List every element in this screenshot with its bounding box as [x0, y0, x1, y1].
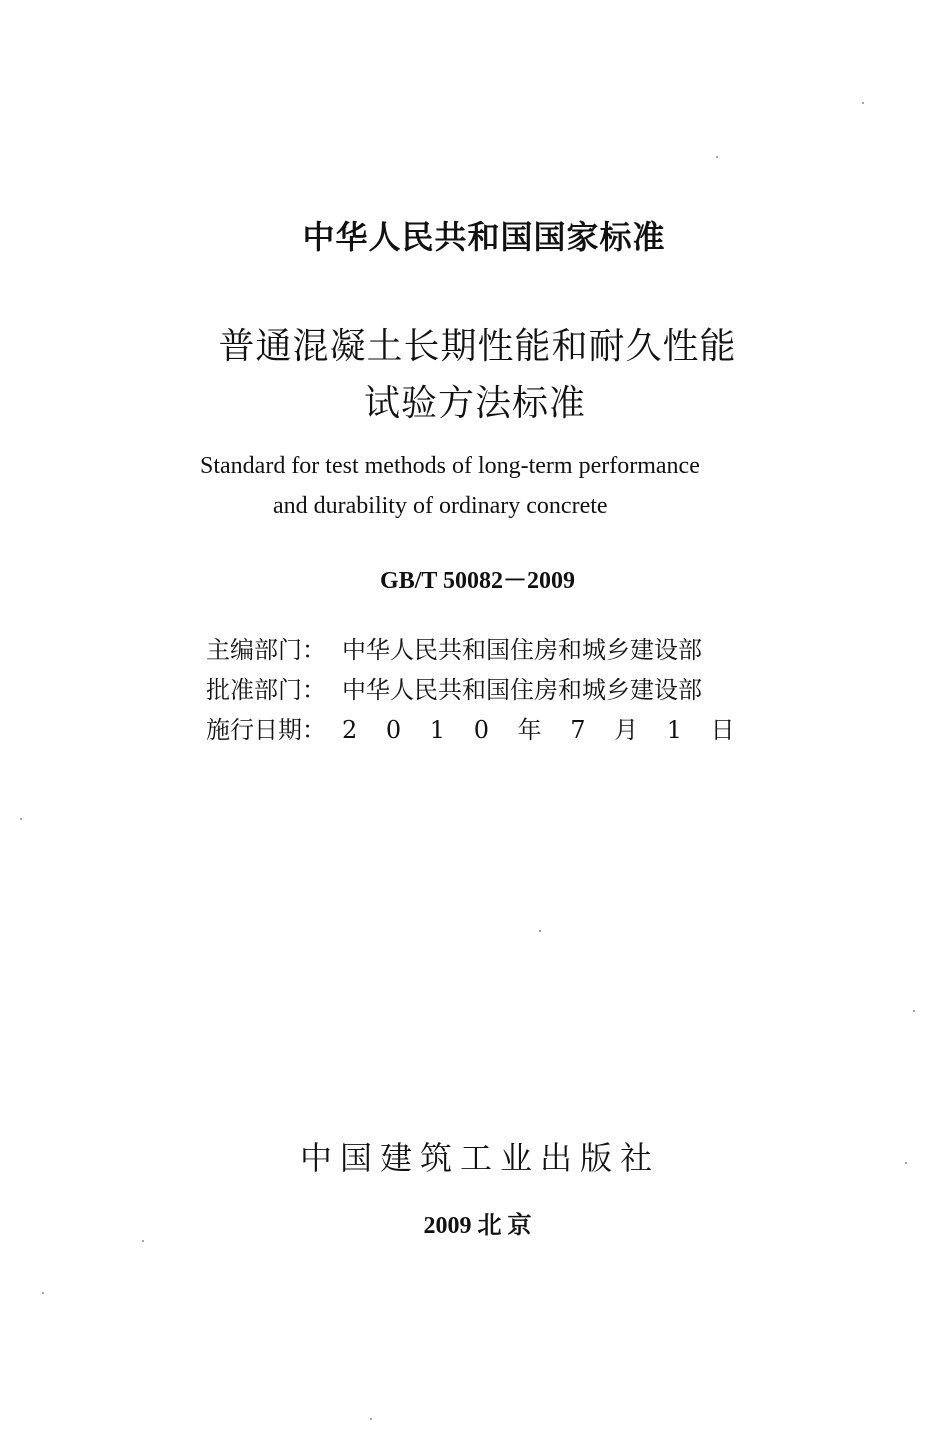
chief-editor-row: [206, 630, 766, 665]
standard-category: 中华人民共和国国家标准: [302, 218, 666, 256]
scan-speck: [905, 1162, 907, 1164]
title-english-line-2: and durability of ordinary concrete: [273, 493, 608, 519]
scan-speck: [20, 818, 22, 820]
scan-speck: [913, 1010, 915, 1012]
title-english-line-1: Standard for test methods of long-term performance: [200, 453, 700, 479]
scan-speck: [42, 1292, 44, 1294]
scan-speck: [142, 1240, 144, 1242]
publish-year-city: 2009 北 京: [423, 1213, 532, 1239]
chief-editor-label: 主编部门：: [206, 636, 326, 664]
scan-speck: [539, 930, 541, 932]
effective-date-label: 施行日期：: [206, 716, 326, 744]
approval-row: [206, 670, 766, 705]
title-chinese-line-1: 普通混凝土长期性能和耐久性能: [218, 326, 737, 367]
title-chinese-line-2: 试验方法标准: [363, 383, 586, 424]
scan-speck: [862, 102, 864, 104]
effective-date-value: 2 0 1 0 年 7 月 1 日: [342, 716, 735, 744]
chief-editor-value: 中华人民共和国住房和城乡建设部: [342, 636, 702, 664]
standard-code: GB/T 50082－2009: [380, 568, 575, 594]
effective-date-row: [206, 710, 766, 745]
publisher: 中国建筑工业出版社: [299, 1139, 660, 1177]
approval-label: 批准部门：: [206, 676, 326, 704]
scan-speck: [370, 1418, 372, 1420]
scan-speck: [716, 156, 718, 158]
approval-value: 中华人民共和国住房和城乡建设部: [342, 676, 702, 704]
